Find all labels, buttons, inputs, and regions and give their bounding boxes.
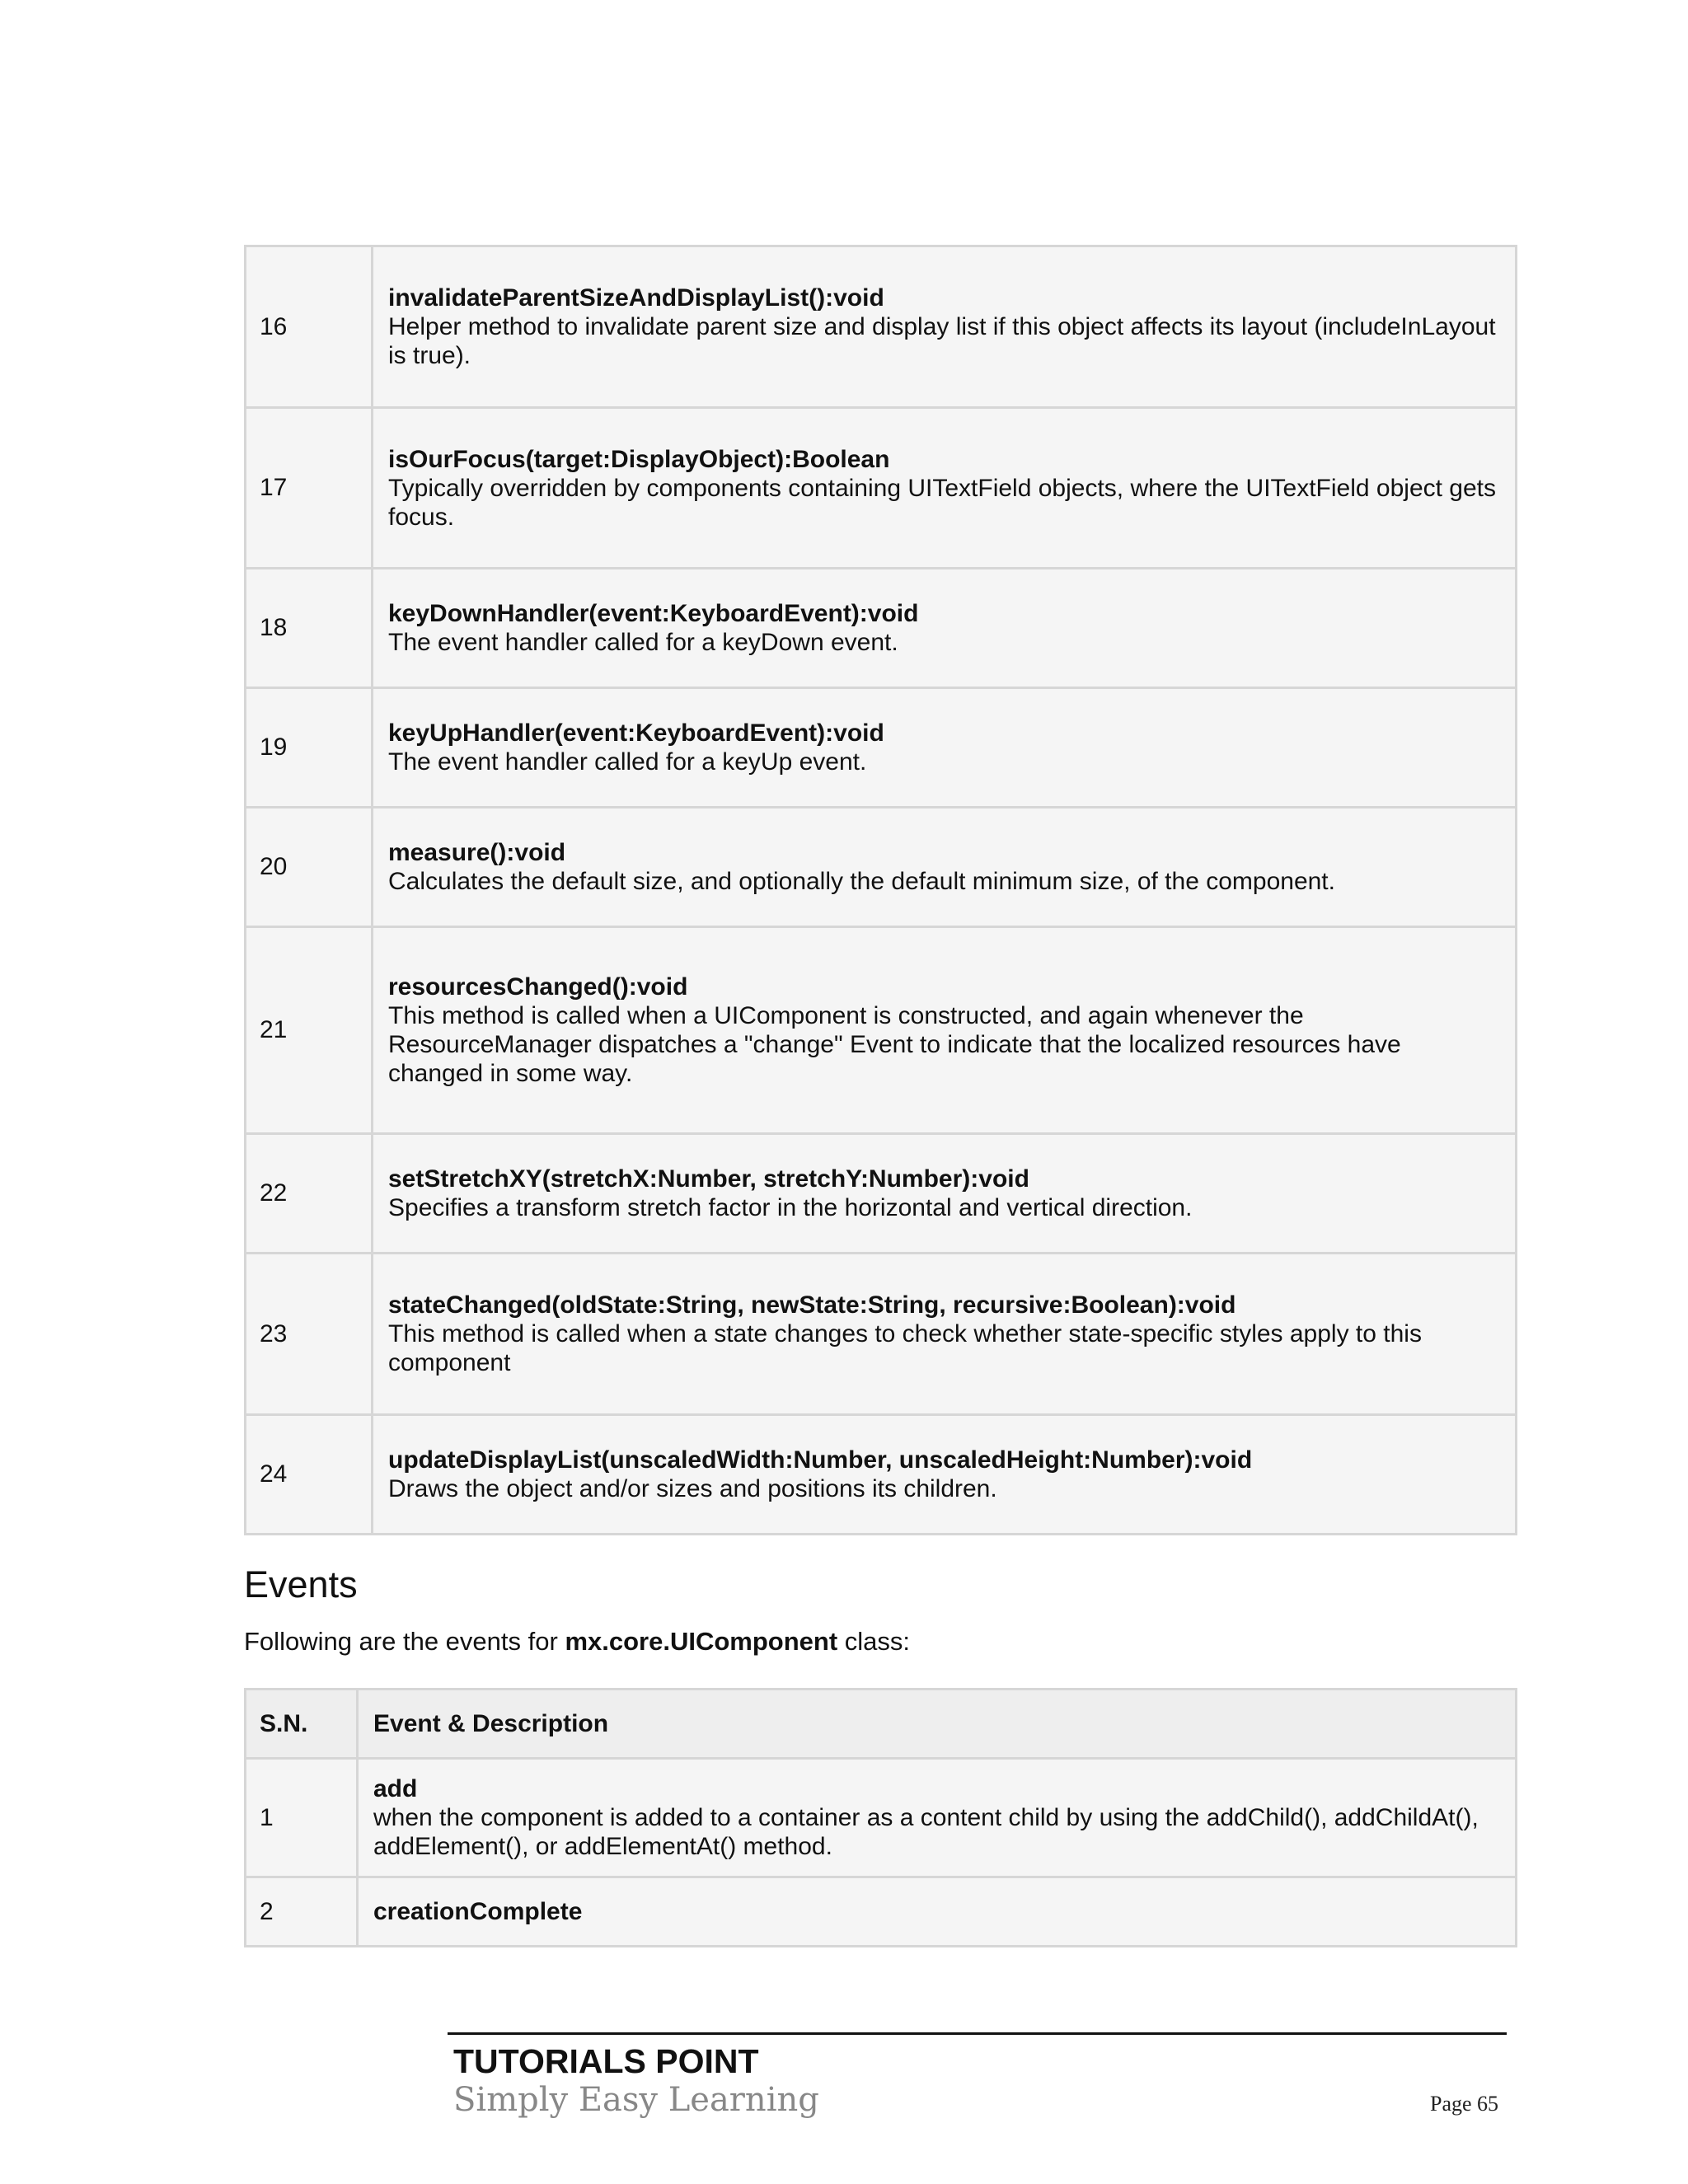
page-number: Page 65 xyxy=(1430,2092,1499,2116)
row-number: 18 xyxy=(246,569,373,688)
table-row xyxy=(246,927,1517,1134)
section-heading: Events xyxy=(244,1563,358,1605)
event-name: add xyxy=(373,1775,418,1802)
method-cell xyxy=(373,927,1517,1134)
row-number: 24 xyxy=(246,1415,373,1535)
method-description: Typically overridden by components containing UITextField objects, where the UITextField object gets focus. xyxy=(388,474,1497,531)
table-row xyxy=(246,1134,1517,1254)
event-description: when the component is added to a container as a content child by using the addChild(), addChildAt(), addElement(), or addElementAt() method. xyxy=(373,1804,1479,1860)
table-row xyxy=(246,1254,1517,1415)
row-number: 2 xyxy=(246,1877,358,1947)
table-row xyxy=(246,808,1517,927)
method-cell xyxy=(373,569,1517,688)
method-name: resourcesChanged():void xyxy=(388,973,688,1001)
method-description: The event handler called for a keyUp event. xyxy=(388,748,867,776)
row-number: 22 xyxy=(246,1134,373,1254)
table-row xyxy=(246,1877,1517,1947)
row-number: 16 xyxy=(246,246,373,408)
row-number: 23 xyxy=(246,1254,373,1415)
method-description: Calculates the default size, and optionally the default minimum size, of the component. xyxy=(388,868,1335,895)
events-table xyxy=(244,1688,1517,1947)
table-row xyxy=(246,1415,1517,1535)
method-cell xyxy=(373,1134,1517,1254)
footer-tagline: Simply Easy Learning xyxy=(453,2081,819,2119)
row-number: 19 xyxy=(246,688,373,808)
column-header-sn: S.N. xyxy=(246,1690,358,1759)
method-name: measure():void xyxy=(388,839,566,866)
event-cell xyxy=(358,1759,1517,1877)
method-name: updateDisplayList(unscaledWidth:Number, unscaledHeight:Number):void xyxy=(388,1446,1253,1474)
class-name: mx.core.UIComponent xyxy=(565,1627,838,1656)
footer-brand: TUTORIALS POINT xyxy=(453,2042,759,2080)
table-row xyxy=(246,569,1517,688)
row-number: 21 xyxy=(246,927,373,1134)
event-name: creationComplete xyxy=(373,1898,583,1925)
section-intro xyxy=(244,1627,910,1657)
method-cell xyxy=(373,408,1517,569)
method-description: Draws the object and/or sizes and positions its children. xyxy=(388,1475,997,1502)
method-cell xyxy=(373,688,1517,808)
footer-divider xyxy=(448,2032,1507,2035)
method-name: keyUpHandler(event:KeyboardEvent):void xyxy=(388,719,884,747)
table-row xyxy=(246,688,1517,808)
method-description: This method is called when a UIComponent is constructed, and again whenever the ResourceManager dispatches a "change" Event to indicate that the localized resources have changed in some way. xyxy=(388,1002,1401,1087)
method-cell xyxy=(373,808,1517,927)
method-cell xyxy=(373,1415,1517,1535)
method-name: isOurFocus(target:DisplayObject):Boolean xyxy=(388,445,890,473)
row-number: 17 xyxy=(246,408,373,569)
column-header-event: Event & Description xyxy=(358,1690,1517,1759)
method-cell xyxy=(373,246,1517,408)
row-number: 20 xyxy=(246,808,373,927)
method-name: stateChanged(oldState:String, newState:String, recursive:Boolean):void xyxy=(388,1291,1236,1319)
method-name: invalidateParentSizeAndDisplayList():void xyxy=(388,284,884,312)
methods-table xyxy=(244,245,1517,1535)
method-cell xyxy=(373,1254,1517,1415)
event-cell xyxy=(358,1877,1517,1947)
method-description: Helper method to invalidate parent size and display list if this object affects its layout (includeInLayout is true). xyxy=(388,313,1496,369)
row-number: 1 xyxy=(246,1759,358,1877)
method-description: This method is called when a state changes to check whether state-specific styles apply to this component xyxy=(388,1320,1422,1376)
table-row xyxy=(246,408,1517,569)
table-header-row xyxy=(246,1690,1517,1759)
table-row xyxy=(246,1759,1517,1877)
intro-prefix: Following are the events for xyxy=(244,1627,565,1656)
method-name: keyDownHandler(event:KeyboardEvent):void xyxy=(388,600,919,627)
method-name: setStretchXY(stretchX:Number, stretchY:Number):void xyxy=(388,1165,1029,1193)
method-description: Specifies a transform stretch factor in the horizontal and vertical direction. xyxy=(388,1194,1193,1221)
intro-suffix: class: xyxy=(837,1627,911,1656)
table-row xyxy=(246,246,1517,408)
method-description: The event handler called for a keyDown event. xyxy=(388,629,898,656)
